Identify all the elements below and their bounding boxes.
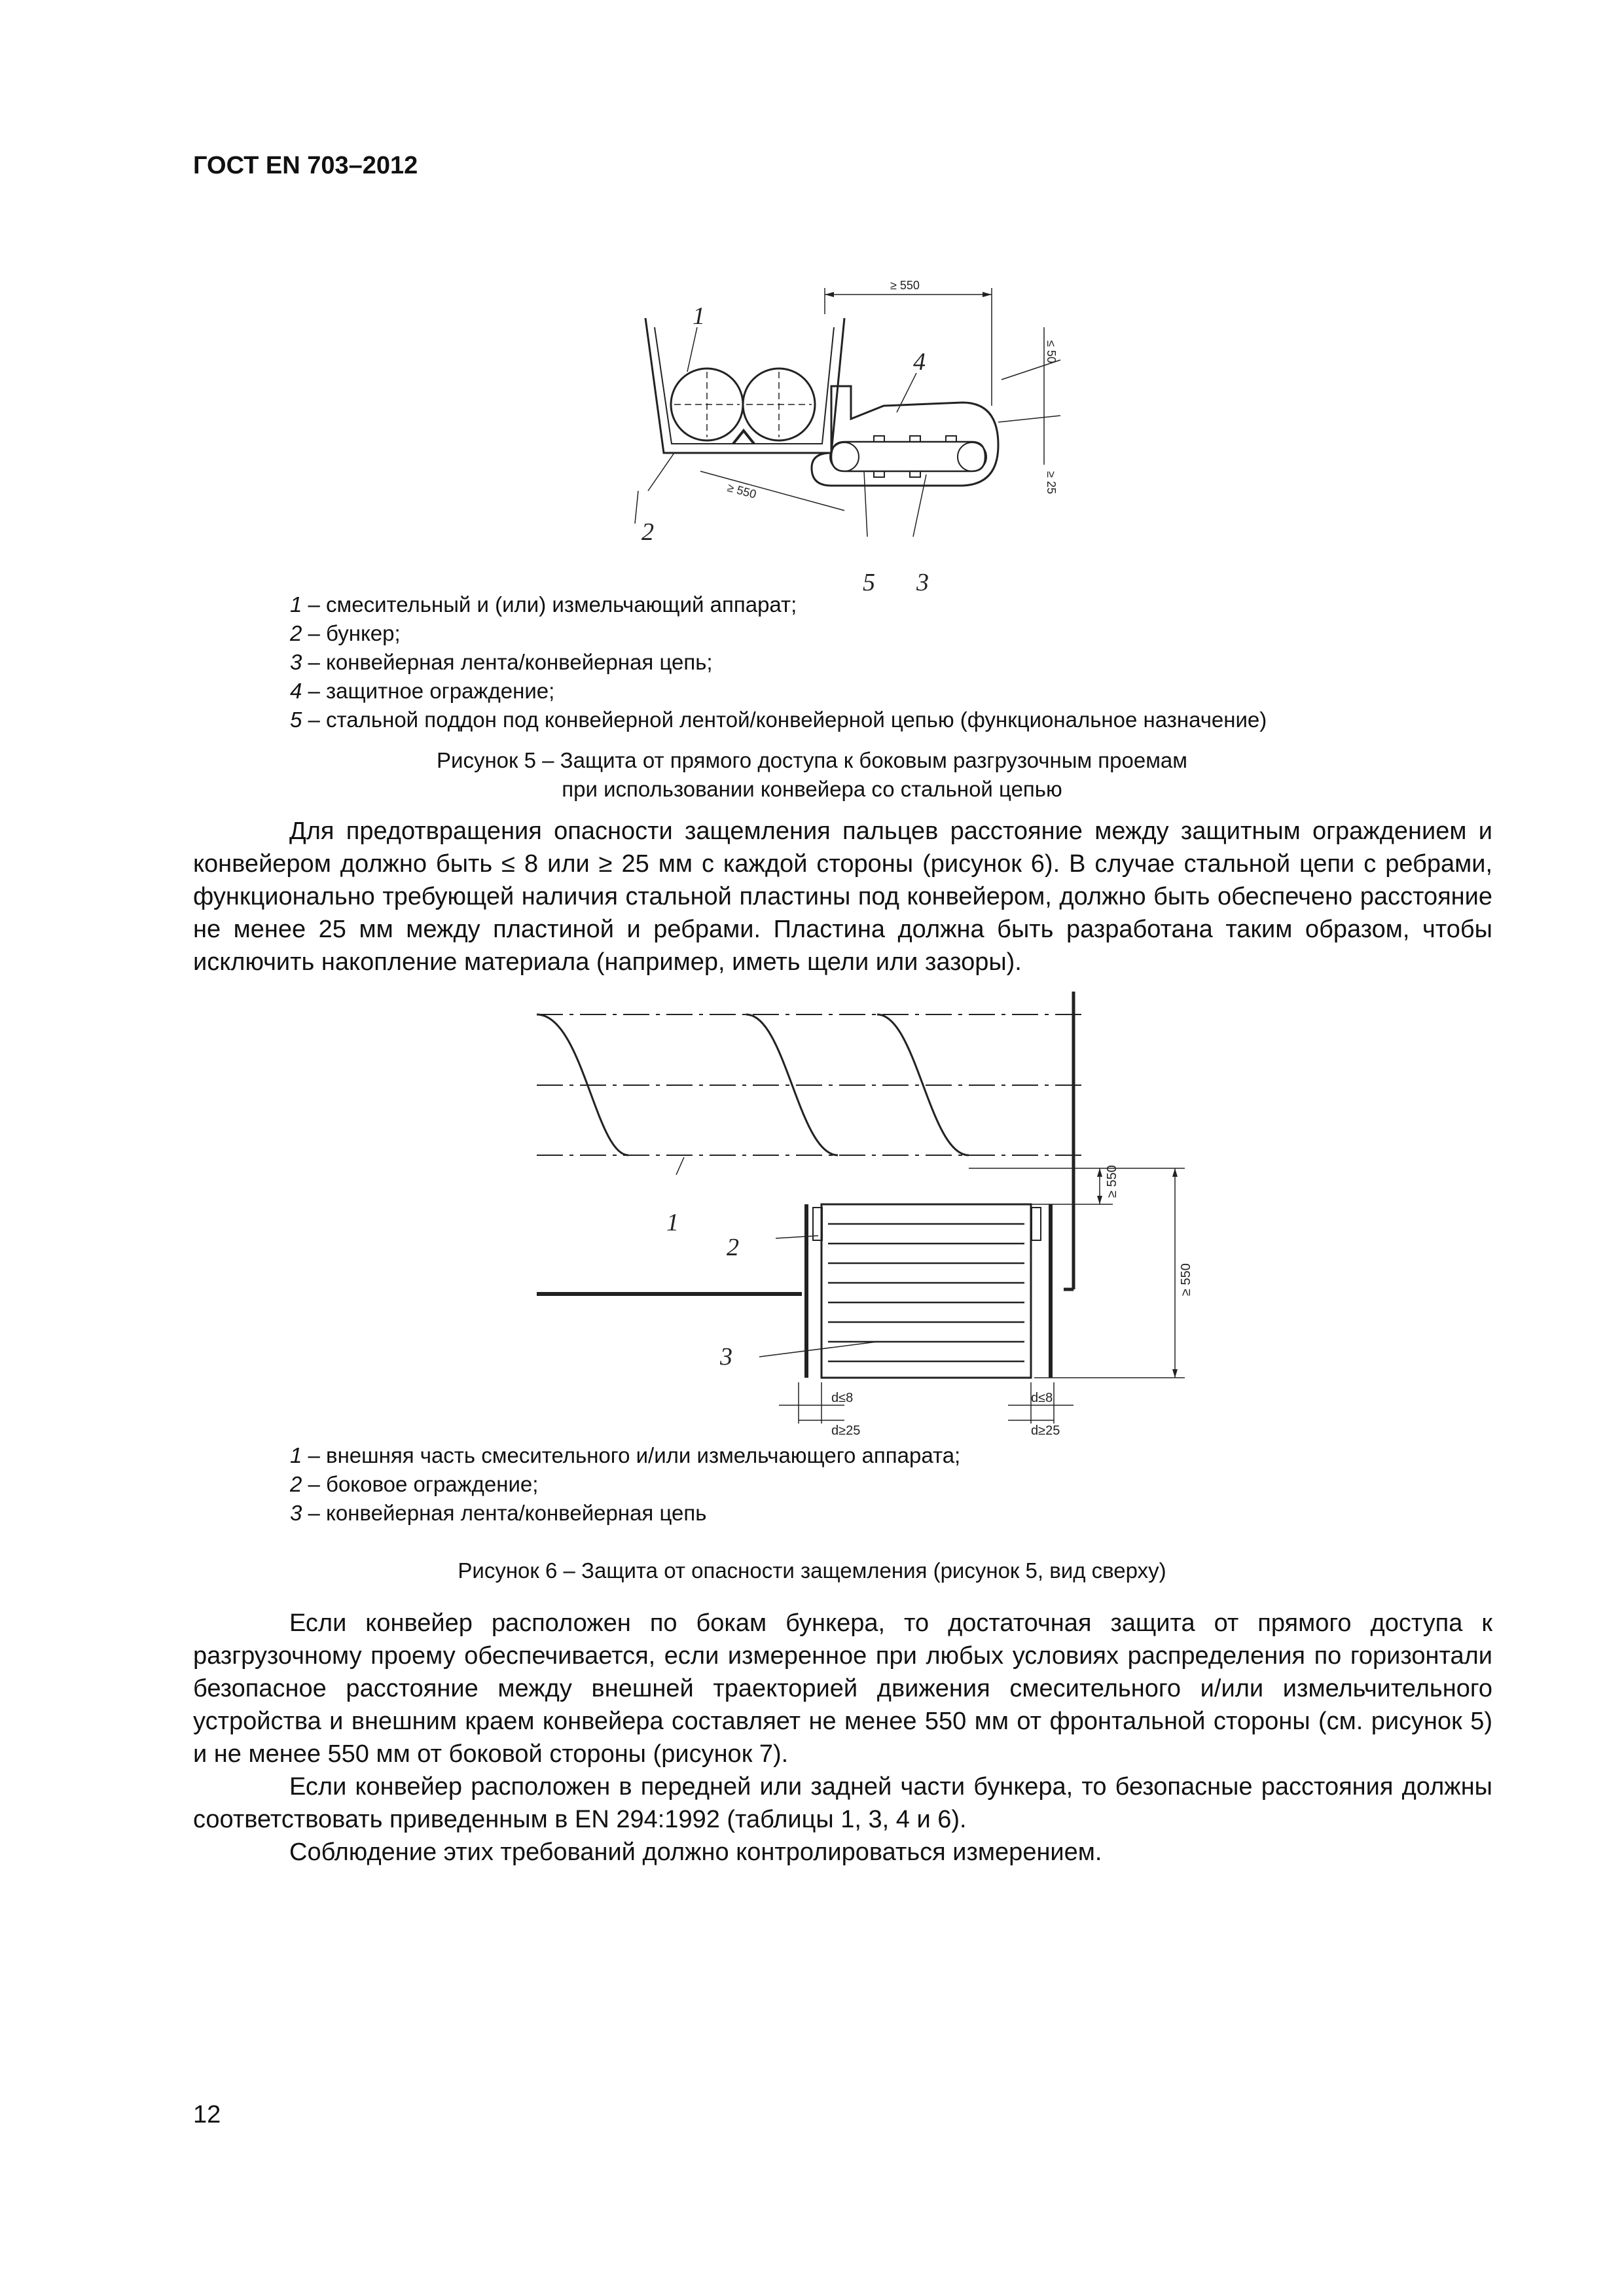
fig6-callout-3: 3 <box>720 1343 732 1371</box>
figure-6-drawing <box>524 982 1204 1440</box>
figure-5-caption: Рисунок 5 – Защита от прямого доступа к боковым разгрузочным проемам при использовании конвейера со стальной цепью <box>437 748 1187 801</box>
fig6-callout-2: 2 <box>727 1234 739 1261</box>
figure-6-legend <box>290 1441 960 1528</box>
fig5-callout-1: 1 <box>693 302 705 330</box>
fig6-callout-1: 1 <box>666 1209 679 1236</box>
legend-item: 1 – внешняя часть смесительного и/или измельчающего аппарата; <box>290 1443 961 1467</box>
fig5-dim-right-bottom: ≥ 25 <box>1045 471 1058 494</box>
fig6-dim-d-large-left: d≥25 <box>831 1424 861 1438</box>
fig6-dim-d-large-right: d≥25 <box>1031 1424 1060 1438</box>
fig6-dim-d-small-left: d≤8 <box>831 1391 854 1405</box>
fig5-callout-4: 4 <box>913 348 926 376</box>
legend-item: 3 – конвейерная лента/конвейерная цепь; <box>290 650 713 674</box>
fig5-dim-right-top: ≤ 50 <box>1045 340 1058 363</box>
figure-5-drawing <box>615 275 1074 596</box>
legend-item: 4 – защитное ограждение; <box>290 679 555 703</box>
body-text <box>193 1607 1492 1869</box>
fig5-callout-3: 3 <box>916 569 929 596</box>
figure-5-legend <box>290 590 1267 734</box>
fig5-callout-5: 5 <box>863 569 875 596</box>
paragraph-1: Для предотвращения опасности защемления пальцев расстояние между защитным ограждением и конвейером должно быть ≤ 8 или ≥ 25 мм с каждой стороны (рисунок 6). В случае стальной цепи с ребрами, функционально требующей наличия стальной пластины под конвейером, должно быть обеспечено расстояние не менее 25 мм между пластиной и ребрами. Пластина должна быть разработана таким образом, чтобы исключить накопление материала (например, иметь щели или зазоры). <box>193 817 1492 976</box>
page-number: 12 <box>193 2101 221 2128</box>
fig5-callout-2: 2 <box>641 518 654 546</box>
legend-item: 2 – боковое ограждение; <box>290 1472 539 1496</box>
paragraph-2: Если конвейер расположен по бокам бункера, то достаточная защита от прямого доступа к разгрузочному проему обеспечивается, если измеренное при любых условиях распределения по горизонтали безопасное расстояние между внешней траекторией движения смесительного и/или измельчительного устройства и внешним краем конвейера составляет не менее 550 мм от фронтальной стороны (см. рисунок 5) и не менее 550 мм от боковой стороны (рисунок 7). <box>193 1609 1492 1768</box>
fig5-dim-left: ≥ 550 <box>725 480 758 501</box>
fig6-dim-d-small-right: d≤8 <box>1031 1391 1053 1405</box>
paragraph-4: Соблюдение этих требований должно контролироваться измерением. <box>289 1839 1102 1866</box>
fig6-dim-outer: ≥ 550 <box>1179 1263 1193 1296</box>
fig6-dim-inner: ≥ 550 <box>1105 1165 1119 1198</box>
legend-item: 3 – конвейерная лента/конвейерная цепь <box>290 1501 707 1525</box>
figure-6-caption: Рисунок 6 – Защита от опасности защемления (рисунок 5, вид сверху) <box>458 1558 1166 1583</box>
legend-item: 1 – смесительный и (или) измельчающий аппарат; <box>290 592 797 617</box>
legend-item: 5 – стальной поддон под конвейерной лентой/конвейерной цепью (функциональное назначение) <box>290 708 1267 732</box>
fig5-dim-top: ≥ 550 <box>890 279 920 292</box>
paragraph-3: Если конвейер расположен в передней или задней части бункера, то безопасные расстояния должны соответствовать приведенным в EN 294:1992 (таблицы 1, 3, 4 и 6). <box>193 1773 1492 1833</box>
document-code: ГОСТ EN 703–2012 <box>193 152 418 179</box>
legend-item: 2 – бункер; <box>290 621 401 645</box>
